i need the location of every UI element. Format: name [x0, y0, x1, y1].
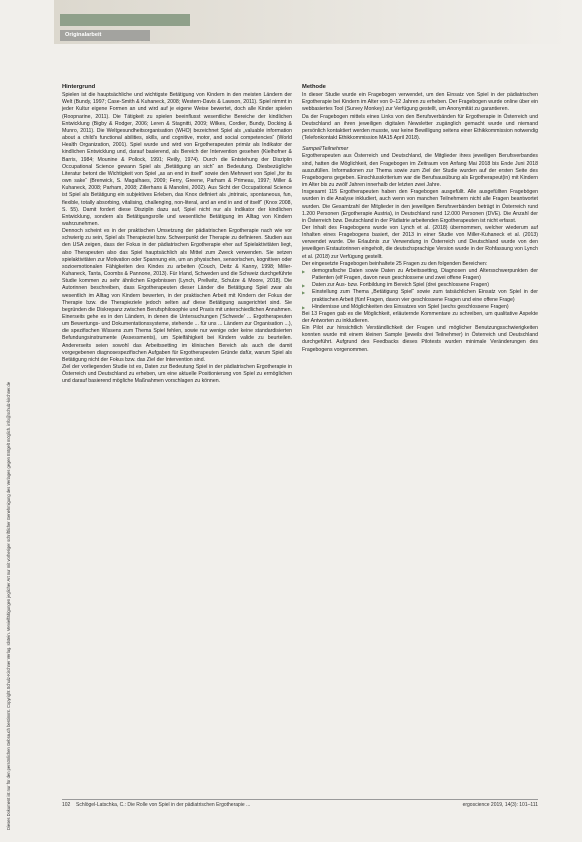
list-item: ▶ Daten zur Aus- bzw. Fortbildung im Bereich Spiel (drei geschlossene Fragen)	[302, 282, 538, 289]
section-heading-background: Hintergrund	[62, 84, 96, 90]
list-item: ▶ Einstellung zum Thema „Betätigung Spiel“ sowie zum tatsächlichen Einsatz von Spiel in der praktischen Arbeit (fünf Fragen, davon vier geschlossene Fragen und eine offene Frage)	[302, 289, 538, 303]
paragraph: Der Inhalt des Fragebogens wurde von Lynch et al. (2018) übernommen, welcher wiederum auf Inhalten eines Fragebogens basiert, der 2013 in einer Studie von Miller-Kuhaneck et al. (2013) verwendet wurde. Die Erlaubnis zur Verwendung in Österreich und Deutschland wurde von den jeweiligen Erstautorinnen eingeholt, die deutschsprachige Version wurde in der Rohfassung von Lynch et al. (2018) zur Verfügung gestellt.	[302, 224, 538, 260]
paragraph: Spielen ist die hauptsächliche und wichtigste Betätigung von Kindern in den meisten Ländern der Welt (Bundy, 1997; Case-Smith & Kuhaneck, 2008; Western-Davis & Lawson, 2011). Spiel nimmt in jeder Kultur eigene Formen an und wird auf je eigene Weise bewertet, doch alle Kinder spielen (Roopnarine, 2011). Die Tätigkeit zu spielen beeinflusst wesentliche Bereiche der kindlichen Entwicklung (Bigby & Rodger, 2006; Leren & Stagnitti, 2009; Wilkes, Cordier, Bundy, Docking & Munro, 2011). Die Weltgesundheitsorganisation (WHO) bezeichnet Spiel als „valuable information about a child's functional abilities, skills, and cognitive, motor, and social competencies“ (World Health Organization, 2001). Spiel wurde und wird von Ergotherapeuten primär als Indikator der kindlichen Entwicklung und, darauf basierend, als Bereich der Intervention gesehen (Kielhofner & Barris, 1984; Mounine & Pollock, 1991; Reilly, 1974). Durch die Entstehung der Disziplin Occupational Science gewann Spiel als „Betätigung an sich“ an Bedeutung. Diesbezügliche Literatur betont die Wichtigkeit von Spiel „as an end in itself“ sowie den Mehrwert von Spiel „for its own sake“ (Brenwick, S. Magalhaes, 2009; Ferry, Greene, Parham & Primeau, 1997; Miller & Kuhaneck, 2008; Parham, 2008; Zillerhans & Manolini, 2002). Aus Sicht der Occupational Science ist Spiel als Betätigung ein subjektives Erleben, das Knox definiert als „intrinsic, spontaneous, fun, flexible, totally absorbing, vitalising, challenging, non-literal, and an end in and of itself“ (Knox 2008, S. 55). Damit fordert diese Disziplin dazu auf, Spiel nicht nur als Indikator der kindlichen Entwicklung, sondern als Betätigungsrolle und wesentliche Betätigung im Alltag von Kindern wahrzunehmen.	[62, 92, 292, 227]
copyright-side-note: Dieses Dokument ist nur für den persönlichen Gebrauch bestimmt. Copyright Schulz-Kirchner Verlag. Idstein. Vervielfältigungen jeglicher Art nur mit vorheriger schriftlicher Genehmigung des Verlages gegen Entgelt möglich. info@schulz-kirchner.de	[6, 381, 11, 830]
list-item: ▶ Hindernisse und Möglichkeiten des Einsatzes von Spiel (sechs geschlossene Fragen)	[302, 304, 538, 311]
paragraph: Ergotherapeuten aus Österreich und Deutschland, die Mitglieder ihres jeweiligen Berufsverbandes sind, hatten die Möglichkeit, den Fragebogen im Zeitraum von Anfang Mai 2018 bis Ende Juni 2018 auszufüllen. Informationen zur Thema sowie zum Ziel der Studie wurden auf der ersten Seite des Fragebogens gegeben. Einschlusskriterium war die Berufsausübung als Ergotherapeut(in) mit Kindern im Alter bis zu zwölf Jahren innerhalb der letzten zwei Jahre.	[302, 153, 538, 189]
running-title: Schlögel-Latschka, C.: Die Rolle von Spiel in der pädiatrischen Ergotherapie ...	[76, 802, 251, 808]
list-item: ▶ demografische Daten sowie Daten zu Arbeitssetting, Diagnosen und Altersschwerpunkten der Patienten (elf Fragen, davon neun geschlossene und zwei offene Fragen)	[302, 268, 538, 282]
paragraph: In dieser Studie wurde ein Fragebogen verwendet, um den Einsatz von Spiel in der pädiatrischen Ergotherapie bei Kindern im Alter von 0–12 Jahren zu erheben. Der Fragebogen wurde online über ein webbasiertes Tool (Survey Monkey) zur Verfügung gestellt, um Anonymität zu garantieren.	[302, 92, 538, 113]
paragraph: Dennoch scheint es in der praktischen Umsetzung der pädiatrischen Ergotherapie nach wie vor schwierig zu sein, Spiel als Therapieziel bzw. Schwerpunkt der Therapie zu definieren. Studien aus den USA zeigen, dass der Fokus in der pädiatrischen Ergotherapie eher auf Spielaktivitäten liegt, also Therapeuten also das Spiel hauptsächlich als Mittel zum Zweck verwenden. Sie setzen spielaktivitäten zur Motivation oder Spannung ein, um an physischen, sensorischen, kognitiven oder sozioemotionalen Fähigkeiten des Kindes zu arbeiten (Couch, Deitz & Kanny, 1998; Miller-Kuhaneck, Tanta, Coombs & Pannone, 2013). Für Irland, Schweden und die Schweiz durchgeführte Studie kommen zu sehr ähnlichen Ergebnissen (Lynch, Prellwitz, Schulze & Moore, 2018). Die Autorinnen beschreiben, dass Ergotherapeuten dieser Länder die Betätigung Spiel zwar als wesentlich im Alltag von Kindern bewerten, in der praktischen Arbeit mit Kindern der Fokus der Therapie bzw. die Therapieziele jedoch selten auf diese Betätigung ausgerichtet sind. Sie begründen die Diskrepanz zwischen Berufsphilosophie und Praxis mit unterschiedlichen Annahmen. Einerseits gehe es in den Ländern, in denen die Untersuchungen ('Schwede' ... Ergotherapeuten um Bewertungs- und Dokumentationssysteme, stehende ... für uns ... Ländern zur Organisation ...), die spezifischen Wissens zum Thema Spiel fehlen, sowie nur wenige oder keine standardisierten Befundungsinstrumente (Assessments), um Spielfähigkeit bei Kindern valide zu beurteilen. Andererseits seien sowohl das Arbeitssetting im klinischen Bereich als auch die damit vorgegebenen diagnosespezifischen Aufgaben für Ergotherapeuten Gründe dafür, warum Spiel als Betätigung nicht der Fokus bzw. das Ziel der Intervention sind.	[62, 228, 292, 363]
paragraph: Ein Pilot zur hinsichtlich Verständlichkeit der Fragen und möglicher Benutzungsschwierigkeiten konnten wurde mit einem kleinen Sample (jeweils drei Teilnehmer) in Österreich und Deutschland durchgeführt. Aufgrund des Feedbacks dieses Pilotests wurden minimale Veränderungen des Fragebogens vorgenommen.	[302, 325, 538, 353]
left-column	[62, 84, 292, 386]
subheading-sample: Sampel/Teilnehmer	[302, 146, 349, 153]
question-area-list	[302, 268, 538, 311]
paragraph: Der eingesetzte Fragebogen beinhaltete 25 Fragen zu den folgenden Bereichen:	[302, 260, 488, 267]
page-number: 102	[62, 802, 71, 808]
paragraph: Insgesamt 115 Ergotherapeuten haben den Fragebogen ausgefüllt. Alle ausgefüllten Fragebögen wurden in die Analyse inkludiert, auch wenn von manchen Teilnehmern nicht alle Fragen beantwortet wurden. Die Gesamtzahl der Mitglieder in den jeweiligen Berufsverbänden beträgt in Österreich rund 1.200 Personen (Ergotherapie Austria), in Deutschland rund 12.000 Personen (DVE). Die Anzahl der in Österreich bzw. Deutschland in der Pädiatrie arbeitenden Ergotherapeuten ist nicht erfasst.	[302, 189, 538, 224]
right-column	[302, 84, 538, 354]
paragraph: Bei 13 Fragen gab es die Möglichkeit, erläuternde Kommentare zu schreiben, um qualitative Aspekte der Antworten zu inkludieren.	[302, 310, 538, 324]
header-accent-bar	[60, 14, 190, 26]
page-footer	[62, 799, 538, 810]
paragraph: Da der Fragebogen mittels eines Links von den Berufsverbänden für Ergotherapie in Österreich und Deutschland an ihren jeweiligen digitalen Newsletter zugänglich gemacht wurde und niemand persönlich kontaktiert werden musste, war keine Bewilligung seitens einer Ethikkommission notwendig (Telefonkontakt Ethikkommission MA15 April 2018).	[302, 113, 538, 142]
journal-citation: ergoscience 2019, 14(3): 101–111	[462, 802, 538, 808]
section-heading-method: Methode	[302, 84, 326, 90]
section-label: Originalarbeit	[60, 30, 150, 41]
paragraph: Ziel der vorliegenden Studie ist es, Daten zur Bedeutung Spiel in der pädiatrischen Ergotherapie in Österreich und Deutschland zu erheben, um eine aktuelle Positionierung von Spiel zu ermöglichen und darauf basierend mögliche Maßnahmen vorschlagen zu können.	[62, 364, 292, 385]
